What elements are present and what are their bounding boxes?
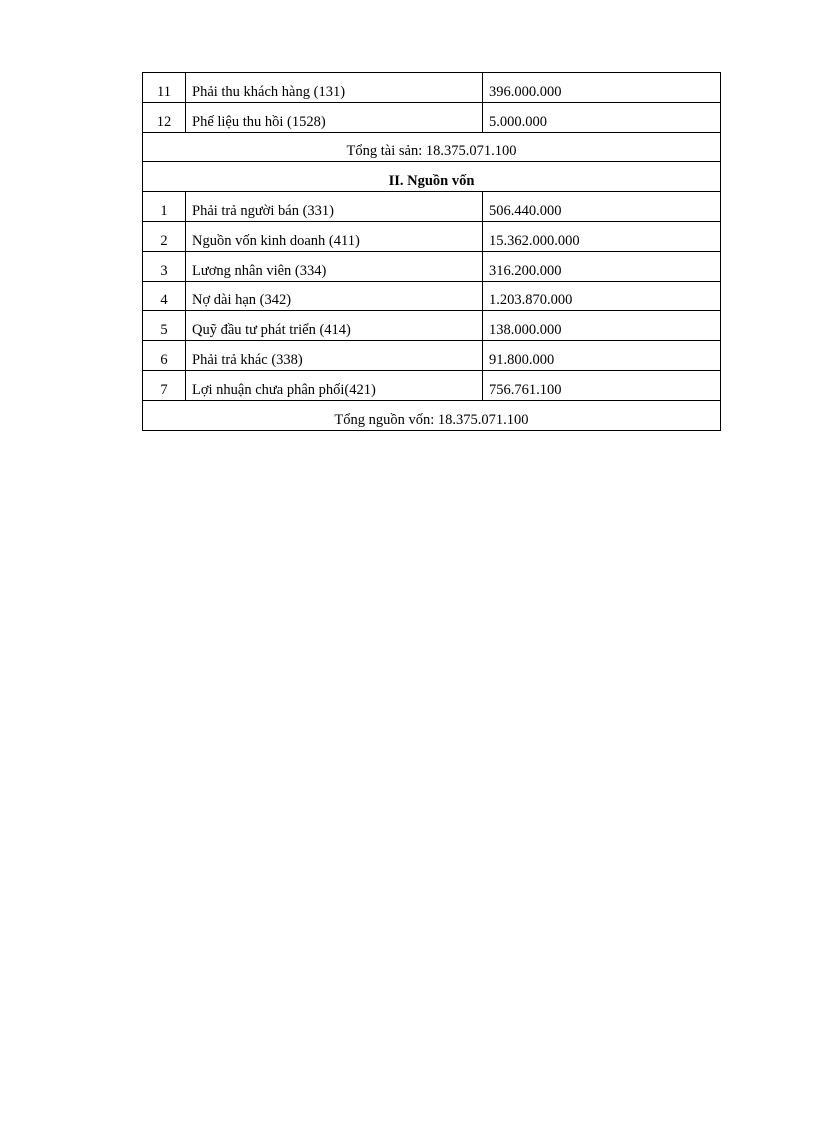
account-value: 756.761.100 <box>483 370 721 400</box>
total-assets: Tổng tài sản: 18.375.071.100 <box>143 132 721 162</box>
table-row <box>143 370 721 400</box>
account-name: Nợ dài hạn (342) <box>186 281 483 311</box>
account-name: Phải trả người bán (331) <box>186 192 483 222</box>
table-row <box>143 311 721 341</box>
total-assets-row <box>143 132 721 162</box>
row-number: 6 <box>143 341 186 371</box>
account-value: 316.200.000 <box>483 251 721 281</box>
account-name: Phải trả khác (338) <box>186 341 483 371</box>
account-value: 396.000.000 <box>483 73 721 103</box>
row-number: 2 <box>143 221 186 251</box>
balance-sheet-table <box>142 72 721 431</box>
total-capital-row <box>143 400 721 430</box>
account-value: 1.203.870.000 <box>483 281 721 311</box>
row-number: 5 <box>143 311 186 341</box>
row-number: 12 <box>143 102 186 132</box>
table-row <box>143 192 721 222</box>
account-name: Phế liệu thu hồi (1528) <box>186 102 483 132</box>
table-row <box>143 281 721 311</box>
account-name: Lợi nhuận chưa phân phối(421) <box>186 370 483 400</box>
total-capital: Tổng nguồn vốn: 18.375.071.100 <box>143 400 721 430</box>
row-number: 4 <box>143 281 186 311</box>
row-number: 1 <box>143 192 186 222</box>
account-name: Quỹ đầu tư phát triển (414) <box>186 311 483 341</box>
account-name: Phải thu khách hàng (131) <box>186 73 483 103</box>
section-heading-row <box>143 162 721 192</box>
row-number: 11 <box>143 73 186 103</box>
account-name: Nguồn vốn kinh doanh (411) <box>186 221 483 251</box>
table-row <box>143 102 721 132</box>
account-value: 138.000.000 <box>483 311 721 341</box>
account-value: 5.000.000 <box>483 102 721 132</box>
account-value: 506.440.000 <box>483 192 721 222</box>
account-value: 91.800.000 <box>483 341 721 371</box>
row-number: 7 <box>143 370 186 400</box>
table-row <box>143 221 721 251</box>
section-heading: II. Nguồn vốn <box>143 162 721 192</box>
table-row <box>143 251 721 281</box>
row-number: 3 <box>143 251 186 281</box>
account-value: 15.362.000.000 <box>483 221 721 251</box>
table-row <box>143 341 721 371</box>
table-row <box>143 73 721 103</box>
account-name: Lương nhân viên (334) <box>186 251 483 281</box>
